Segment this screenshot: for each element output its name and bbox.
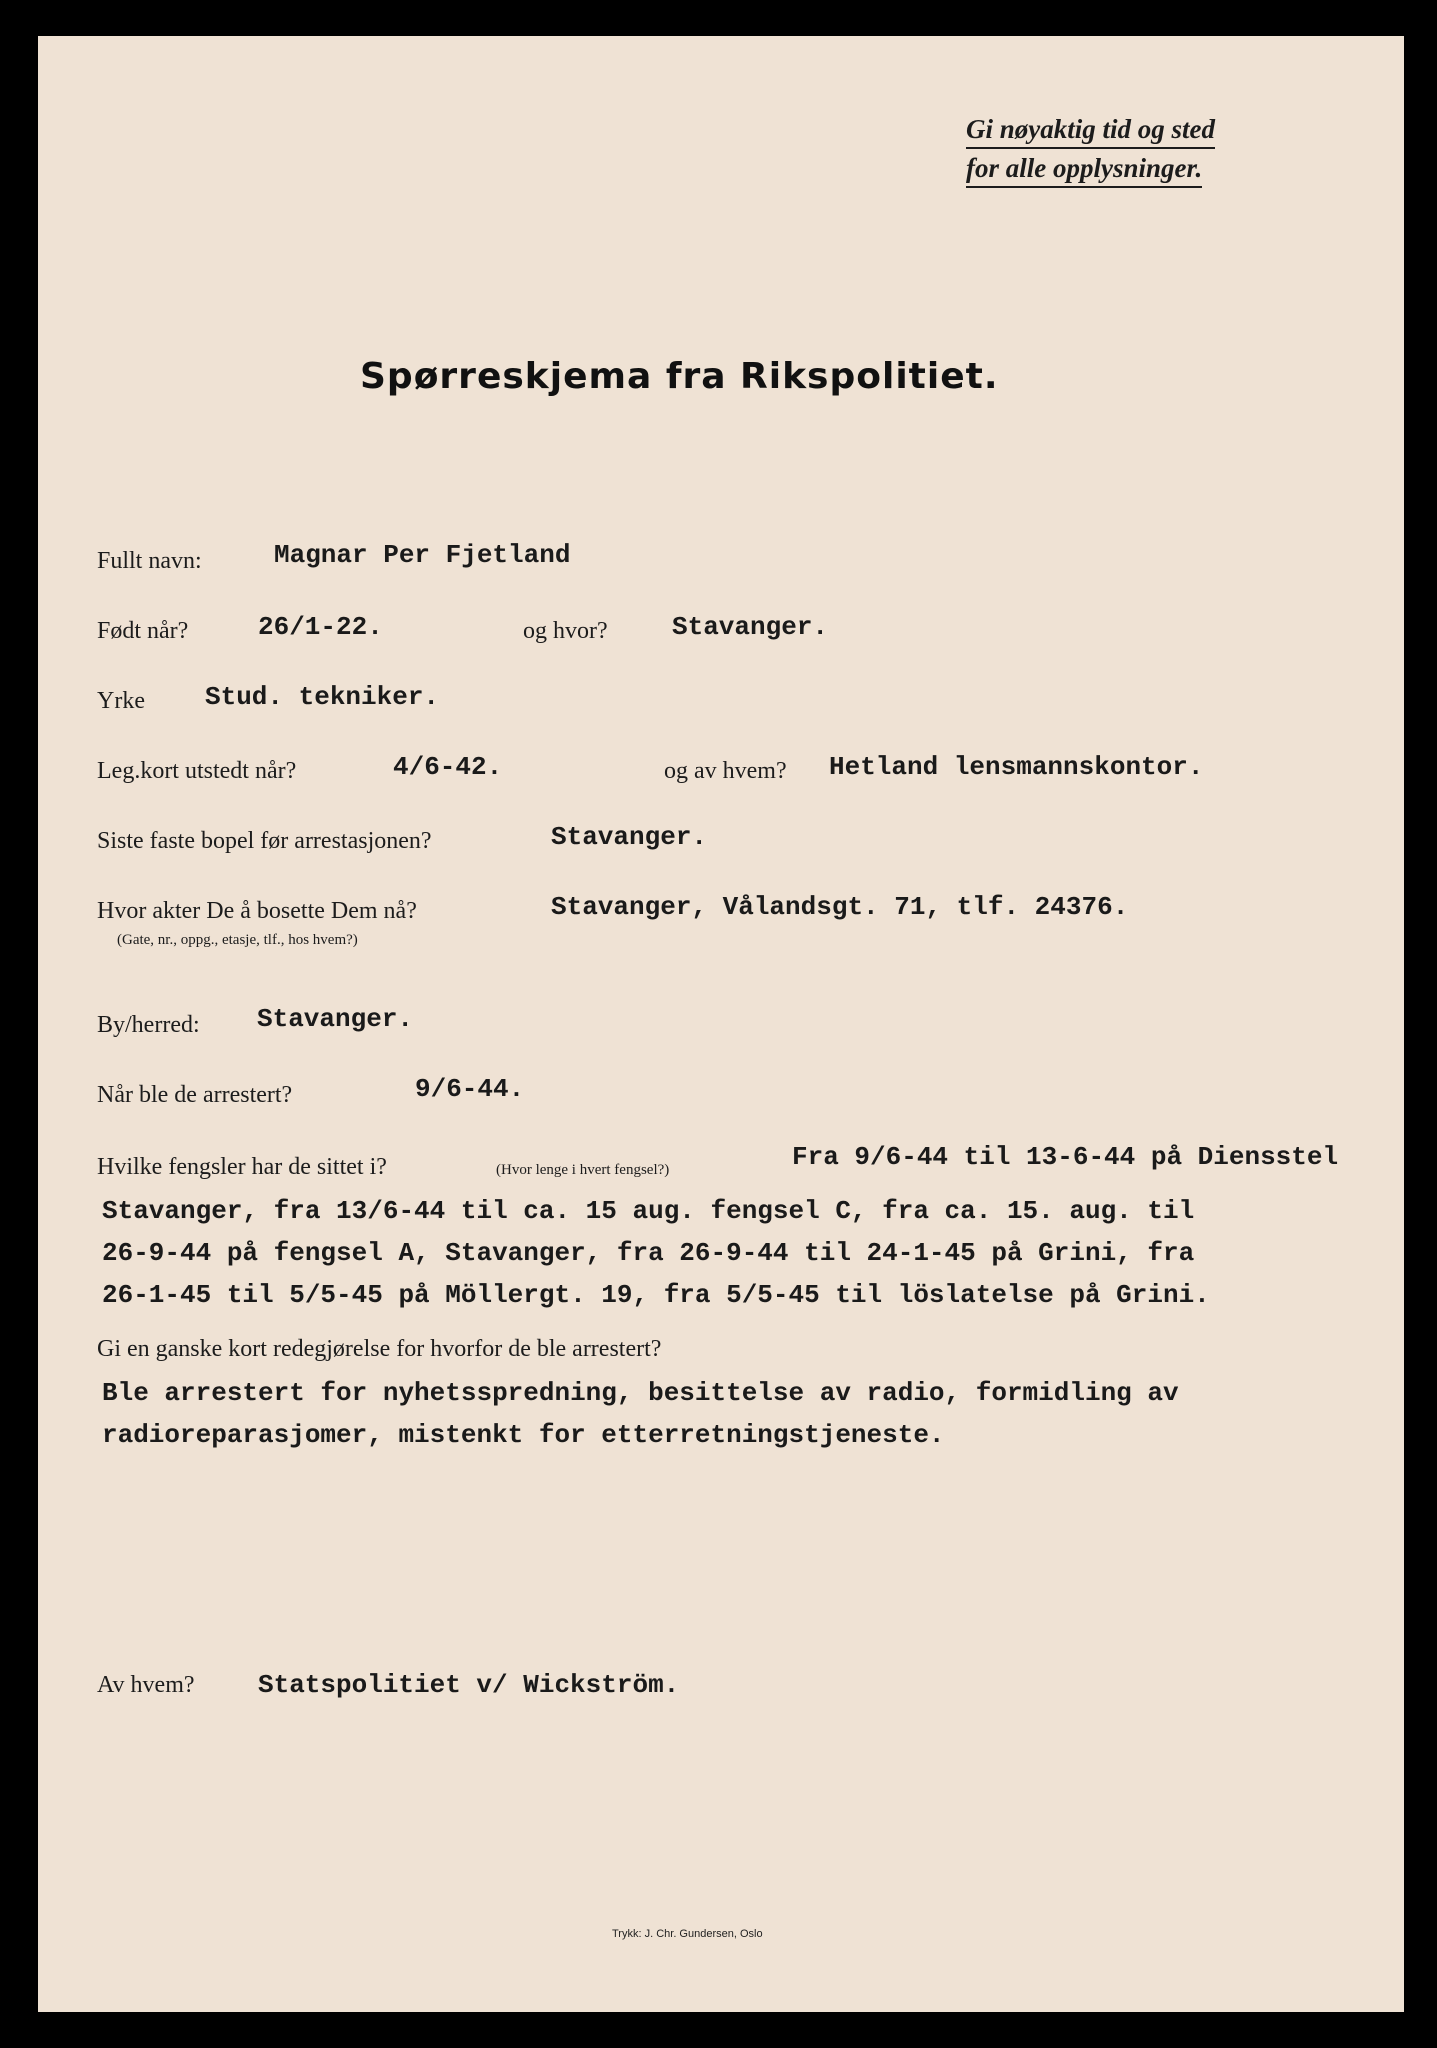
value-by-herred: Stavanger. bbox=[257, 1004, 414, 1034]
value-arrestert-nar: 9/6-44. bbox=[415, 1074, 525, 1104]
label-bosette: Hvor akter De å bosette Dem nå? bbox=[97, 898, 417, 924]
value-fengsler-line-1: Fra 9/6-44 til 13-6-44 på Diensstel bbox=[792, 1142, 1339, 1172]
value-fengsler-line-4: 26-1-45 til 5/5-45 på Möllergt. 19, fra 5/5-45 til löslatelse på Grini. bbox=[102, 1280, 1210, 1310]
value-fengsler-line-2: Stavanger, fra 13/6-44 til ca. 15 aug. fengsel C, fra ca. 15. aug. til bbox=[102, 1196, 1195, 1226]
label-redegjorelse: Gi en ganske kort redegjørelse for hvorfor de ble arrestert? bbox=[97, 1336, 662, 1362]
value-og-hvor: Stavanger. bbox=[672, 612, 829, 642]
label-fengsler: Hvilke fengsler har de sittet i? bbox=[97, 1154, 387, 1180]
notice-line-2: for alle opplysninger. bbox=[966, 149, 1202, 188]
label-fodt-nar: Født når? bbox=[97, 618, 189, 644]
value-av-hvem: Statspolitiet v/ Wickström. bbox=[258, 1670, 680, 1700]
label-by-herred: By/herred: bbox=[97, 1012, 200, 1038]
notice-line-1: Gi nøyaktig tid og sted bbox=[966, 110, 1215, 149]
value-fullt-navn: Magnar Per Fjetland bbox=[274, 540, 571, 570]
label-fullt-navn: Fullt navn: bbox=[97, 548, 202, 574]
label-legkort-hvem: og av hvem? bbox=[664, 758, 787, 784]
label-av-hvem: Av hvem? bbox=[97, 1672, 195, 1698]
value-siste-bopel: Stavanger. bbox=[551, 822, 708, 852]
form-sheet bbox=[38, 36, 1404, 2012]
hint-fengsler: (Hvor lenge i hvert fengsel?) bbox=[496, 1162, 670, 1178]
value-fodt-nar: 26/1-22. bbox=[258, 612, 383, 642]
value-legkort-nar: 4/6-42. bbox=[393, 752, 503, 782]
label-arrestert-nar: Når ble de arrestert? bbox=[97, 1082, 293, 1108]
value-legkort-hvem: Hetland lensmannskontor. bbox=[829, 752, 1204, 782]
label-legkort-nar: Leg.kort utstedt når? bbox=[97, 758, 297, 784]
label-yrke: Yrke bbox=[97, 688, 145, 714]
value-fengsler-line-3: 26-9-44 på fengsel A, Stavanger, fra 26-9-44 til 24-1-45 på Grini, fra bbox=[102, 1238, 1195, 1268]
notice-box bbox=[966, 110, 1215, 188]
value-bosette: Stavanger, Vålandsgt. 71, tlf. 24376. bbox=[551, 892, 1129, 922]
value-redegjorelse-line-1: Ble arrestert for nyhetsspredning, besittelse av radio, formidling av bbox=[102, 1378, 1179, 1408]
form-title: Spørreskjema fra Rikspolitiet. bbox=[360, 356, 999, 397]
value-yrke: Stud. tekniker. bbox=[205, 682, 440, 712]
label-og-hvor: og hvor? bbox=[523, 618, 608, 644]
printer-imprint: Trykk: J. Chr. Gundersen, Oslo bbox=[612, 1928, 763, 1940]
value-redegjorelse-line-2: radioreparasjomer, mistenkt for etterretningstjeneste. bbox=[102, 1420, 945, 1450]
hint-bosette: (Gate, nr., oppg., etasje, tlf., hos hvem?) bbox=[117, 932, 358, 948]
label-siste-bopel: Siste faste bopel før arrestasjonen? bbox=[97, 828, 432, 854]
